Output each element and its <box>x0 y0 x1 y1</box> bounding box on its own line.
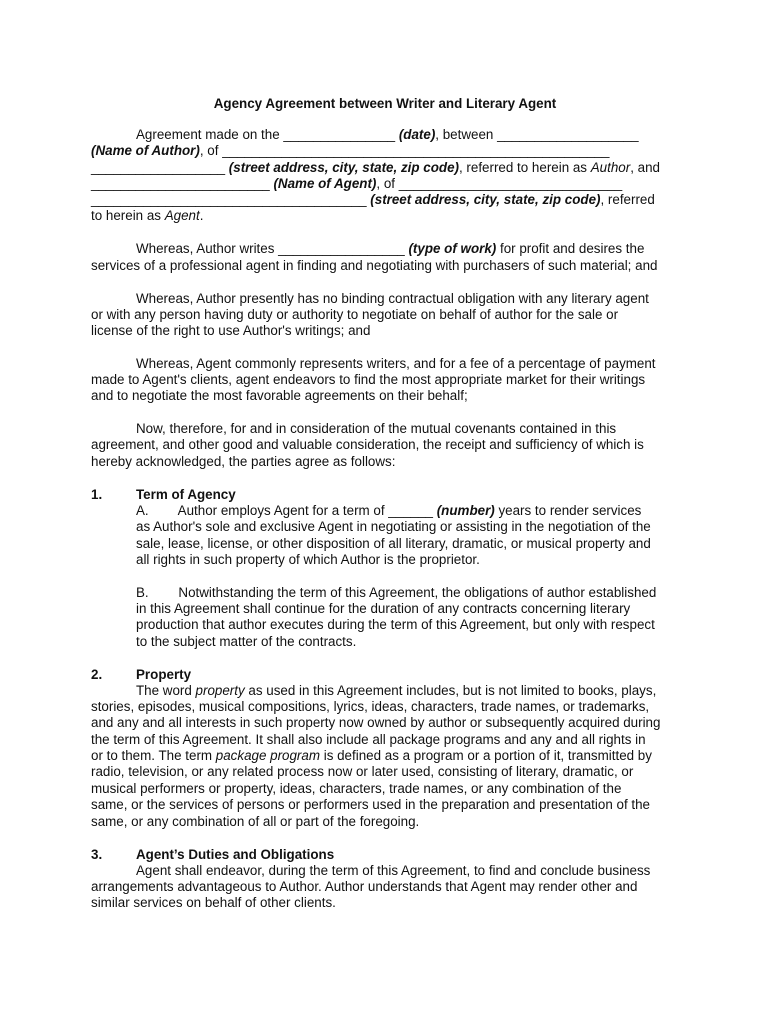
text-line <box>136 667 191 683</box>
text-line <box>91 258 657 274</box>
text-segment: and to negotiate the most favorable agreements on their behalf; <box>91 388 468 403</box>
text-segment: for profit and desires the <box>496 241 645 256</box>
text-segment: stories, episodes, musical compositions, lyrics, ideas, characters, trade names, or trademarks, <box>91 699 650 714</box>
text-segment: hereby acknowledged, the parties agree as follows: <box>91 454 396 469</box>
text-segment: same, or any combination of all or part of the foregoing. <box>91 814 420 829</box>
text-segment: sale, lease, license, or other disposition of all literary, dramatic, or musical property and <box>136 536 651 551</box>
text-segment: , and <box>630 160 660 175</box>
text-line <box>136 683 656 699</box>
text-segment: Agent <box>164 208 200 223</box>
text-segment: ________________________ <box>91 176 274 191</box>
text-line <box>91 781 621 797</box>
text-line <box>91 454 395 470</box>
text-line <box>91 143 609 159</box>
text-line <box>91 388 468 404</box>
text-segment: as used in this Agreement includes, but is not limited to books, plays, <box>244 683 657 698</box>
text-line <box>91 699 649 715</box>
text-segment: Whereas, Author writes _________________ <box>136 241 409 256</box>
text-line <box>91 307 618 323</box>
text-segment: to herein as <box>91 208 165 223</box>
text-line <box>136 356 656 372</box>
text-line <box>136 487 236 503</box>
text-segment: package program <box>215 748 320 763</box>
text-segment: (type of work) <box>408 241 497 256</box>
text-segment: Author <box>590 160 631 175</box>
text-line <box>136 552 480 568</box>
text-line <box>136 536 651 552</box>
text-segment: Now, therefore, for and in consideration of the mutual covenants contained in this <box>136 421 617 436</box>
text-segment: all rights in such property of which Author is the proprietor. <box>136 552 480 567</box>
text-segment: , referred to herein as <box>458 160 591 175</box>
text-segment: or to them. The term <box>91 748 216 763</box>
section-number: 2. <box>91 667 103 682</box>
text-segment: Property <box>136 667 192 682</box>
text-line <box>91 879 637 895</box>
text-segment: and any and all interests in such property now owned by author or subsequently acquired during <box>91 715 661 730</box>
text-line <box>91 176 622 192</box>
text-line <box>91 732 646 748</box>
text-segment: production that author executes during the term of this Agreement, but only with respect <box>136 617 655 632</box>
text-segment: Agent’s Duties and Obligations <box>136 847 335 862</box>
text-line <box>91 208 203 224</box>
text-segment: . <box>199 208 204 223</box>
text-segment: A. Author employs Agent for a term of ______ <box>136 503 437 518</box>
text-segment: __________________ <box>91 160 229 175</box>
text-segment: services of a professional agent in finding and negotiating with purchasers of such material; and <box>91 258 658 273</box>
text-segment: (street address, city, state, zip code) <box>228 160 459 175</box>
text-segment: , of ______________________________ <box>376 176 623 191</box>
text-line <box>91 748 652 764</box>
text-segment: or with any person having duty or authority to negotiate on behalf of author for the sale or <box>91 307 619 322</box>
text-segment: license of the right to use Author's writings; and <box>91 323 371 338</box>
text-segment: musical performers or property, ideas, characters, trade names, or any combination of the <box>91 781 622 796</box>
text-line <box>91 715 660 731</box>
text-segment: , referred <box>600 192 655 207</box>
text-segment: , between ___________________ <box>435 127 639 142</box>
text-line <box>136 241 644 257</box>
text-line <box>91 814 419 830</box>
text-segment: the term of this Agreement. It shall also include all package programs and any and all rights in <box>91 732 646 747</box>
text-line <box>91 764 633 780</box>
text-segment: same, or the services of persons or performers used in the preparation and presentation of the <box>91 797 650 812</box>
text-line <box>91 797 650 813</box>
text-segment: (number) <box>436 503 495 518</box>
text-segment: similar services on behalf of other clients. <box>91 895 336 910</box>
text-line <box>136 291 649 307</box>
text-line <box>136 421 616 437</box>
text-line <box>91 372 645 388</box>
text-segment: as Author's sole and exclusive Agent in negotiating or assisting in the negotiation of the <box>136 519 651 534</box>
text-segment: Agency Agreement between Writer and Literary Agent <box>213 96 557 111</box>
text-segment: The word <box>136 683 196 698</box>
text-segment: (Name of Author) <box>91 143 200 158</box>
text-line <box>136 127 639 143</box>
text-line <box>136 601 630 617</box>
text-line <box>136 617 655 633</box>
text-segment: radio, television, or any related process now or later used, consisting of literary, dramatic, or <box>91 764 634 779</box>
text-segment: Agreement made on the _______________ <box>136 127 399 142</box>
text-segment: years to render services <box>494 503 642 518</box>
text-segment: B. Notwithstanding the term of this Agreement, the obligations of author established <box>136 585 657 600</box>
text-segment: (date) <box>398 127 436 142</box>
section-number: 1. <box>91 487 103 502</box>
text-line <box>91 192 655 208</box>
text-segment: is defined as a program or a portion of it, transmitted by <box>320 748 652 763</box>
text-line <box>136 503 641 519</box>
text-segment: (Name of Agent) <box>273 176 377 191</box>
text-segment: _____________________________________ <box>91 192 371 207</box>
text-line <box>136 863 650 879</box>
text-line <box>91 160 660 176</box>
text-line <box>91 895 336 911</box>
text-segment: Term of Agency <box>136 487 236 502</box>
text-segment: property <box>195 683 245 698</box>
text-line <box>136 585 656 601</box>
text-line <box>91 437 644 453</box>
text-segment: (street address, city, state, zip code) <box>370 192 601 207</box>
text-segment: Agent shall endeavor, during the term of this Agreement, to find and conclude business <box>136 863 651 878</box>
text-segment: arrangements advantageous to Author. Author understands that Agent may render other and <box>91 879 638 894</box>
text-segment: , of ____________________________________________________ <box>199 143 610 158</box>
text-line <box>91 323 370 339</box>
text-line <box>136 847 334 863</box>
text-segment: made to Agent's clients, agent endeavors to find the most appropriate market for their writings <box>91 372 646 387</box>
text-segment: Whereas, Agent commonly represents writers, and for a fee of a percentage of payment <box>136 356 656 371</box>
text-segment: to the subject matter of the contracts. <box>136 634 357 649</box>
section-number: 3. <box>91 847 103 862</box>
text-line <box>136 634 356 650</box>
text-segment: Whereas, Author presently has no binding contractual obligation with any literary agent <box>136 291 649 306</box>
text-segment: agreement, and other good and valuable consideration, the receipt and sufficiency of which is <box>91 437 644 452</box>
document-title <box>0 96 770 112</box>
text-line <box>136 519 651 535</box>
text-segment: in this Agreement shall continue for the duration of any contracts concerning literary <box>136 601 631 616</box>
